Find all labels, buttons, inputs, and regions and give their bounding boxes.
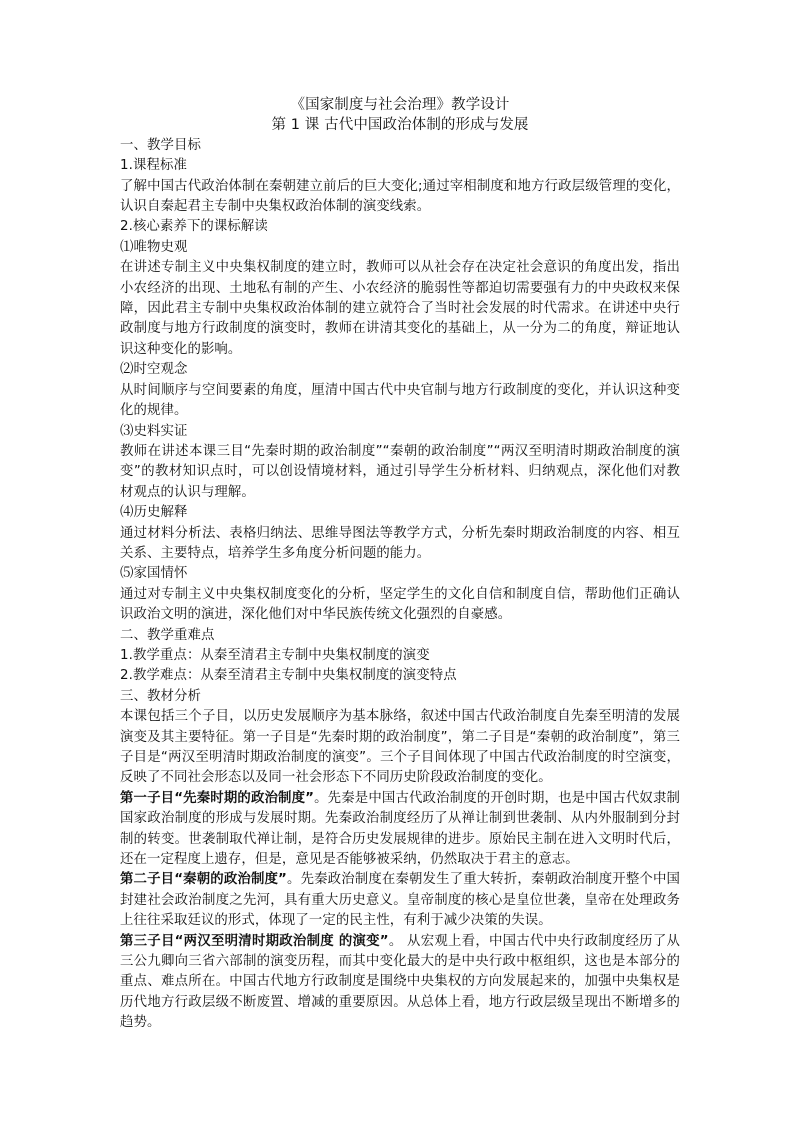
lesson-title: 第 1 课 古代中国政治体制的形成与发展 (271, 117, 529, 134)
competency-5-heading: ⑸家国情怀 (120, 566, 188, 582)
key-point: 1.教学重点：从秦至清君主专制中央集权制度的演变 (120, 647, 430, 663)
section-1-heading: 一、教学目标 (120, 137, 201, 153)
section-1-1-text: 了解中国古代政治体制在秦朝建立前后的巨大变化;通过宰相制度和地方行政层级管理的变化，认识自秦起君主专制中央集权政治体制的演变线索。 (120, 178, 680, 215)
subsection-3-paragraph (120, 932, 680, 1034)
document-title: 《国家制度与社会治理》教学设计 (290, 97, 510, 113)
competency-1-heading: ⑴唯物史观 (120, 239, 188, 255)
section-1-1-heading: 1.课程标准 (120, 158, 187, 174)
subsection-1-text: 。先秦是中国古代政治制度的开创时期，也是中国古代奴隶制国家政治制度的形成与发展时期。先秦政治制度经历了从禅让制到世袭制、从内外服制到分封制的转变。世袭制取代禅让制，是符合历史发展规律的进步。原始民主制在进入文明时代后，还在一定程度上遗存，但是，意见是否能够被采纳，仍然取决于君主的意志。 (120, 790, 680, 868)
section-2-heading: 二、教学重难点 (120, 627, 215, 643)
subsection-2-text: 。先秦政治制度在秦朝发生了重大转折，秦朝政治制度开整个中国封建社会政治制度之先河，具有重大历史意义。皇帝制度的核心是皇位世袭，皇帝在处理政务上往往采取廷议的形式，体现了一定的民主性，有利于减少决策的失误。 (120, 872, 680, 929)
subsection-2-label: 第二子目“秦朝的政治制度” (120, 872, 287, 888)
competency-2-heading: ⑵时空观念 (120, 362, 188, 378)
competency-1-text: 在讲述专制主义中央集权制度的建立时，教师可以从社会存在决定社会意识的角度出发，指出小农经济的出现、土地私有制的产生、小农经济的脆弱性等都迫切需要强有力的中央政权来保障，因此君主专制中央集权政治体制的建立就符合了当时社会发展的时代需求。在讲述中央行政制度与地方行政制度的演变时，教师在讲清其变化的基础上，从一分为二的角度，辩证地认识这种变化的影响。 (120, 260, 680, 357)
subsection-3-text: 。 从宏观上看，中国古代中央行政制度经历了从三公九卿向三省六部制的演变历程，而其中变化最大的是中央行政中枢组织，这也是本部分的重点、难点所在。中国古代地方行政制度是围绕中央集权的方向发展起来的，加强中央集权是历代地方行政层级不断废置、增减的重要原因。从总体上看，地方行政层级呈现出不断增多的趋势。 (120, 933, 680, 1031)
competency-2-text: 从时间顺序与空间要素的角度，厘清中国古代中央官制与地方行政制度的变化，并认识这种变化的规律。 (120, 382, 680, 419)
document-body (120, 95, 680, 1034)
subsection-1-label: 第一子目“先秦时期的政治制度” (120, 790, 315, 806)
competency-4-text: 通过材料分析法、表格归纳法、思维导图法等教学方式，分析先秦时期政治制度的内容、相互关系、主要特点，培养学生多角度分析问题的能力。 (120, 525, 680, 561)
difficult-point: 2.教学难点：从秦至清君主专制中央集权制度的演变特点 (120, 668, 457, 684)
section-1-2-heading: 2.核心素养下的课标解读 (120, 219, 268, 235)
subsection-1-paragraph (120, 789, 680, 871)
competency-3-text: 教师在讲述本课三目“先秦时期的政治制度”“秦朝的政治制度”“两汉至明清时期政治制度的演变”的教材知识点时，可以创设情境材料，通过引导学生分析材料、归纳观点，深化他们对教材观点的认识与理解。 (120, 443, 680, 500)
section-3-text: 本课包括三个子目，以历史发展顺序为基本脉络，叙述中国古代政治制度自先秦至明清的发展演变及其主要特征。第一子目是“先秦时期的政治制度”，第二子目是“秦朝的政治制度”，第三子目是“两汉至明清时期政治制度的演变”。三个子目间体现了中国古代政治制度的时空演变，反映了不同社会形态以及同一社会形态下不同历史阶段政治制度的变化。 (120, 709, 680, 786)
competency-5-text: 通过对专制主义中央集权制度变化的分析，坚定学生的文化自信和制度自信，帮助他们正确认识政治文明的演进，深化他们对中华民族传统文化强烈的自豪感。 (120, 586, 680, 623)
competency-3-heading: ⑶史料实证 (120, 423, 188, 439)
competency-4-heading: ⑷历史解释 (120, 505, 188, 521)
section-3-heading: 三、教材分析 (120, 688, 201, 704)
subsection-3-label: 第三子目“两汉至明清时期政治制度 的演变” (120, 933, 389, 949)
subsection-2-paragraph (120, 870, 680, 931)
